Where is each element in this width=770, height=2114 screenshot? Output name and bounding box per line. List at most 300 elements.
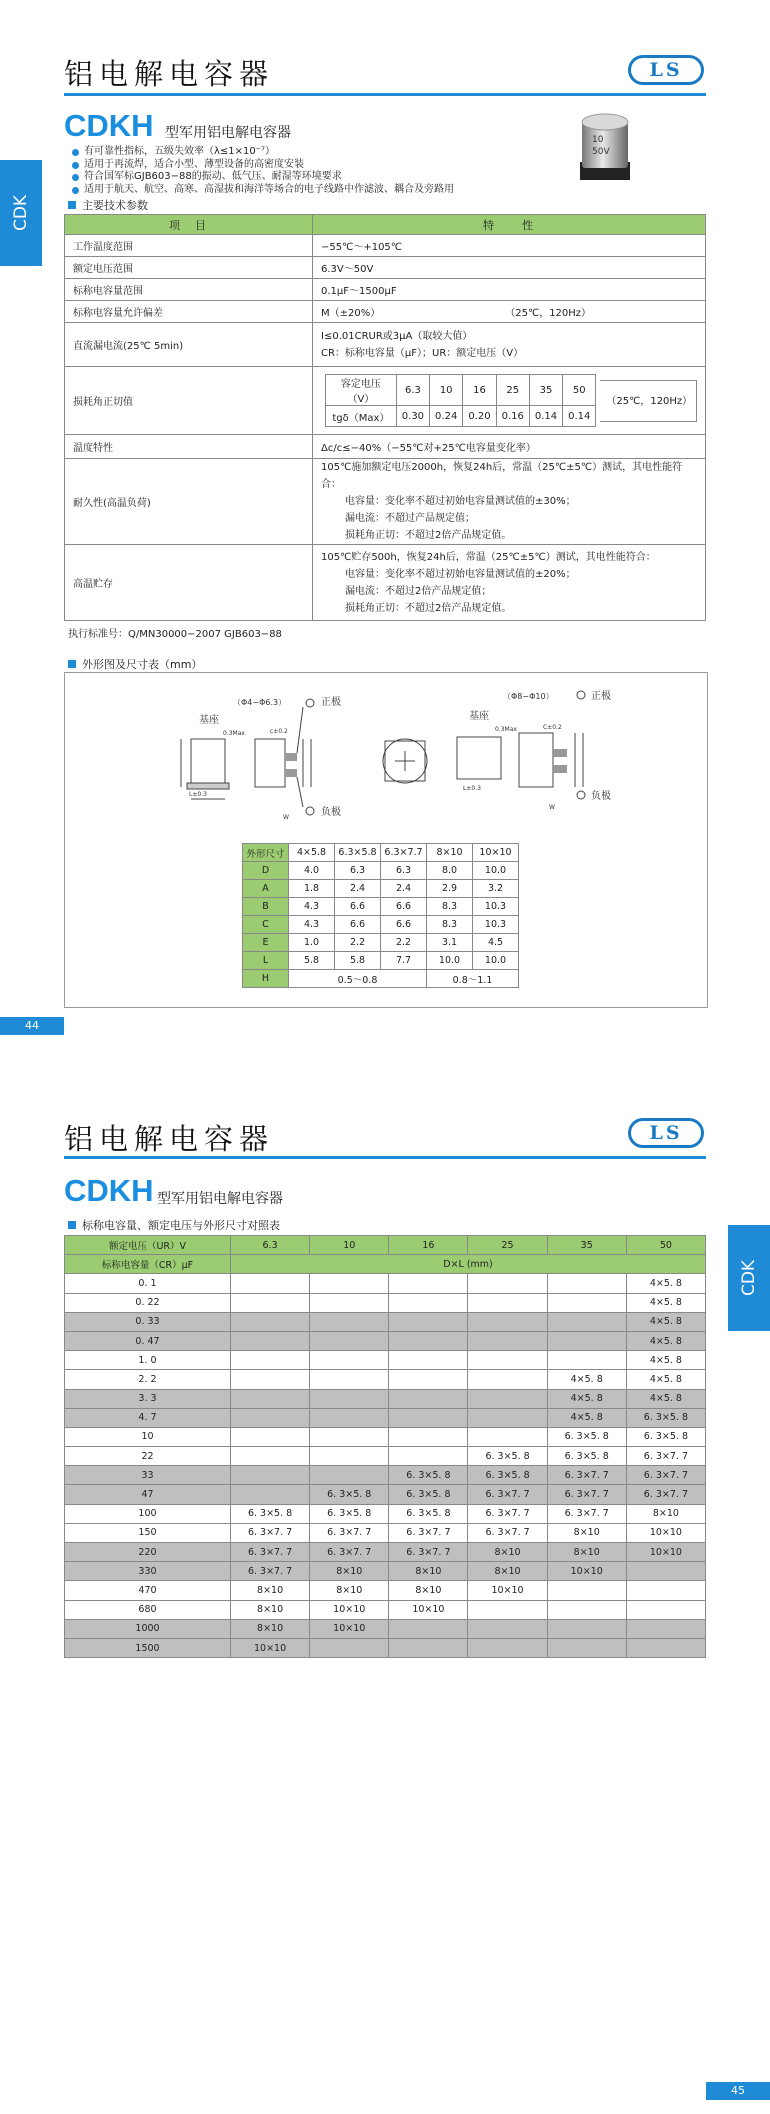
dim-cell: 10.0 <box>473 862 519 880</box>
dim-cell: 4×5.8 <box>289 844 335 862</box>
dim-cell: 6.3 <box>381 862 427 880</box>
drawing2-neg: 负极 <box>591 791 611 802</box>
square-icon <box>68 201 76 209</box>
size-cell <box>310 1331 389 1350</box>
size-cell: 6. 3×5. 8 <box>626 1427 705 1446</box>
size-cell: 8×10 <box>231 1581 310 1600</box>
dim-cell: 6.6 <box>381 916 427 934</box>
square-icon <box>68 1221 76 1229</box>
size-cell <box>310 1293 389 1312</box>
dim-cell: 6.6 <box>335 916 381 934</box>
size-cell <box>389 1331 468 1350</box>
capacitance-cell: 330 <box>65 1562 231 1581</box>
table-row <box>65 1466 706 1485</box>
dim-cell: 6.3×7.7 <box>381 844 427 862</box>
capacitance-cell: 0. 1 <box>65 1274 231 1293</box>
spec-val: −55℃～+105℃ <box>313 235 706 257</box>
leakage-formula: I≤0.01CRUR或3μA（取较大值） <box>321 330 473 342</box>
dim-row-label: B <box>243 898 289 916</box>
feature-item: 符合国军标GJB603−88的振动、低气压、耐湿等环境要求 <box>72 171 454 184</box>
capacitance-cell: 2. 2 <box>65 1370 231 1389</box>
dim-cell: 8.3 <box>427 916 473 934</box>
size-cell: 10×10 <box>310 1600 389 1619</box>
size-cell <box>310 1351 389 1370</box>
size-cell <box>468 1293 547 1312</box>
size-cell: 6. 3×7. 7 <box>626 1485 705 1504</box>
spec-key: 直流漏电流(25℃ 5min) <box>65 323 313 367</box>
dim-row-label: A <box>243 880 289 898</box>
tolerance-value: M（±20%） <box>321 308 381 319</box>
dim-cell: 4.3 <box>289 898 335 916</box>
ls-logo: LS <box>628 1118 704 1148</box>
header-cell: 额定电压（UR）V <box>65 1236 231 1255</box>
spec-head-item: 项 目 <box>65 215 313 235</box>
voltage-cell: 25 <box>496 375 529 406</box>
page-number: 44 <box>0 1017 64 1035</box>
table-row <box>65 1600 706 1619</box>
capacitance-cell: 47 <box>65 1485 231 1504</box>
dim-cell: 2.4 <box>381 880 427 898</box>
size-cell <box>231 1408 310 1427</box>
table-row <box>65 1504 706 1523</box>
size-cell: 6. 3×5. 8 <box>547 1427 626 1446</box>
dim-cell: 6.6 <box>335 898 381 916</box>
side-tab <box>728 1225 770 1331</box>
dim-cell: 4.3 <box>289 916 335 934</box>
side-tab-label: CDK <box>738 1259 759 1297</box>
size-cell: 6. 3×7. 7 <box>310 1523 389 1542</box>
dim-row-label: E <box>243 934 289 952</box>
size-cell: 4×5. 8 <box>547 1370 626 1389</box>
table-row <box>65 1408 706 1427</box>
size-cell <box>468 1638 547 1657</box>
endurance-line: 损耗角正切：不超过2倍产品规定值。 <box>345 530 512 541</box>
table-row <box>65 1351 706 1370</box>
dim-cell: 10.3 <box>473 916 519 934</box>
dim-cell: 6.6 <box>381 898 427 916</box>
size-cell <box>468 1408 547 1427</box>
size-cell <box>389 1619 468 1638</box>
size-cell: 4×5. 8 <box>626 1312 705 1331</box>
size-cell: 8×10 <box>389 1562 468 1581</box>
header-cell: 标称电容量（CR）μF <box>65 1255 231 1274</box>
size-cell <box>468 1351 547 1370</box>
cap-label-2: 50V <box>592 147 610 157</box>
tg-cell: 0.16 <box>496 406 529 427</box>
size-cell: 8×10 <box>547 1543 626 1562</box>
size-cell <box>231 1447 310 1466</box>
ls-logo: LS <box>628 55 704 85</box>
drawing2-c: C±0.2 <box>543 724 562 731</box>
spec-val: 6.3V～50V <box>313 257 706 279</box>
spec-table <box>64 214 706 621</box>
size-cell <box>231 1485 310 1504</box>
size-cell: 4×5. 8 <box>626 1293 705 1312</box>
size-cell <box>468 1274 547 1293</box>
square-icon <box>68 660 76 668</box>
size-cell: 6. 3×7. 7 <box>231 1543 310 1562</box>
size-cell: 6. 3×5. 8 <box>547 1447 626 1466</box>
dim-cell: 10.0 <box>473 952 519 970</box>
size-cell <box>310 1274 389 1293</box>
size-cell <box>547 1638 626 1657</box>
spec-key: 标称电容量允许偏差 <box>65 301 313 323</box>
spec-key: 工作温度范围 <box>65 235 313 257</box>
size-cell: 6. 3×7. 7 <box>389 1523 468 1542</box>
feature-item: 适用于航天、航空、高寒、高湿拔和海洋等场合的电子线路中作滤波、耦合及旁路用 <box>72 184 454 197</box>
size-cell: 4×5. 8 <box>547 1389 626 1408</box>
size-cell <box>547 1331 626 1350</box>
size-cell <box>310 1638 389 1657</box>
standard-note: 执行标准号：Q/MN30000−2007 GJB603−88 <box>68 629 282 640</box>
header-cell: 25 <box>468 1236 547 1255</box>
dim-cell: 7.7 <box>381 952 427 970</box>
spec-val: Δc/c≤−40%（−55℃对+25℃电容量变化率） <box>313 435 706 459</box>
capacitor-photo <box>576 112 634 182</box>
table-row <box>65 1293 706 1312</box>
table-row <box>65 1562 706 1581</box>
size-cell <box>310 1466 389 1485</box>
spec-key: 耐久性(高温负荷) <box>65 459 313 545</box>
size-cell <box>468 1331 547 1350</box>
size-cell <box>547 1600 626 1619</box>
spec-key: 高温贮存 <box>65 545 313 621</box>
size-cell: 6. 3×7. 7 <box>547 1485 626 1504</box>
size-cell: 8×10 <box>231 1600 310 1619</box>
size-cell <box>468 1312 547 1331</box>
size-cell <box>626 1638 705 1657</box>
storage-line: 电容量：变化率不超过初始电容量测试值的±20%； <box>345 568 576 580</box>
capacitance-cell: 22 <box>65 1447 231 1466</box>
size-cell: 8×10 <box>468 1543 547 1562</box>
size-cell <box>626 1581 705 1600</box>
size-cell: 6. 3×5. 8 <box>389 1504 468 1523</box>
dim-row-label: L <box>243 952 289 970</box>
drawing2-pos: 正极 <box>591 691 611 702</box>
size-cell: 10×10 <box>389 1600 468 1619</box>
spec-val <box>313 545 706 621</box>
size-cell: 8×10 <box>231 1619 310 1638</box>
size-cell: 10×10 <box>547 1562 626 1581</box>
section-label: 主要技术参数 <box>82 199 148 212</box>
size-cell <box>468 1427 547 1446</box>
drawing1-max: 0.3Max <box>223 730 245 737</box>
model-subtitle: 型军用铝电解电容器 <box>165 125 291 141</box>
drawing2-range: （Φ8−Φ10） <box>503 692 554 701</box>
tg-cell: 0.14 <box>563 406 596 427</box>
size-cell: 6. 3×7. 7 <box>468 1523 547 1542</box>
dim-cell: 10.3 <box>473 898 519 916</box>
tg-cell: 0.30 <box>396 406 429 427</box>
header-cell: D×L (mm) <box>231 1255 706 1274</box>
endurance-line: 电容量：变化率不超过初始电容量测试值的±30%； <box>345 496 576 507</box>
drawing2-base: 基座 <box>469 711 489 722</box>
tan-delta-table <box>325 374 596 427</box>
size-cell: 4×5. 8 <box>626 1370 705 1389</box>
size-cell <box>389 1351 468 1370</box>
size-cell <box>389 1274 468 1293</box>
size-cell <box>468 1619 547 1638</box>
capacitance-cell: 470 <box>65 1581 231 1600</box>
size-cell: 6. 3×5. 8 <box>468 1466 547 1485</box>
drawing1-c: c±0.2 <box>270 728 288 735</box>
table-row <box>65 1447 706 1466</box>
spec-val: 0.1μF～1500μF <box>313 279 706 301</box>
feature-item: 适用于再流焊，适合小型、薄型设备的高密度安装 <box>72 159 454 172</box>
table-row <box>65 1485 706 1504</box>
size-cell <box>389 1447 468 1466</box>
size-cell <box>310 1389 389 1408</box>
size-cell: 10×10 <box>310 1619 389 1638</box>
size-cell <box>231 1331 310 1350</box>
size-cell: 8×10 <box>547 1523 626 1542</box>
dim-cell: 10×10 <box>473 844 519 862</box>
dim-cell: 8×10 <box>427 844 473 862</box>
size-cell <box>231 1312 310 1331</box>
leakage-note: CR：标称电容量（μF）；UR：额定电压（V） <box>321 347 524 359</box>
dim-cell: 2.4 <box>335 880 381 898</box>
dim-cell: 3.1 <box>427 934 473 952</box>
size-cell <box>389 1408 468 1427</box>
dim-cell: 1.8 <box>289 880 335 898</box>
dim-cell: 2.2 <box>335 934 381 952</box>
size-cell <box>468 1370 547 1389</box>
size-cell: 4×5. 8 <box>626 1389 705 1408</box>
capacitance-cell: 150 <box>65 1523 231 1542</box>
size-cell: 6. 3×5. 8 <box>389 1466 468 1485</box>
drawing2-l: L±0.3 <box>463 785 481 792</box>
capacitance-cell: 220 <box>65 1543 231 1562</box>
size-cell <box>389 1293 468 1312</box>
tg-cell: 0.20 <box>463 406 496 427</box>
capacitance-cell: 4. 7 <box>65 1408 231 1427</box>
size-cell: 6. 3×5. 8 <box>626 1408 705 1427</box>
size-cell <box>468 1389 547 1408</box>
table-row <box>65 1331 706 1350</box>
voltage-cell: 35 <box>529 375 562 406</box>
dim-cell: 8.3 <box>427 898 473 916</box>
size-cell: 10×10 <box>626 1543 705 1562</box>
dim-cell: 6.3 <box>335 862 381 880</box>
table-row <box>65 1389 706 1408</box>
size-cell: 6. 3×7. 7 <box>389 1543 468 1562</box>
size-cell: 8×10 <box>310 1581 389 1600</box>
endurance-line: 105℃施加额定电压2000h，恢复24h后，常温（25℃±5℃）测试，其电性能符合： <box>321 462 683 490</box>
page-title: 铝电解电容器 <box>64 57 275 91</box>
size-cell <box>389 1370 468 1389</box>
header-rule <box>64 1156 706 1159</box>
size-cell <box>547 1581 626 1600</box>
size-cell <box>231 1427 310 1446</box>
size-cell: 6. 3×7. 7 <box>547 1466 626 1485</box>
drawing1-range: （Φ4−Φ6.3） <box>233 698 287 707</box>
dim-row-label: C <box>243 916 289 934</box>
size-cell: 6. 3×5. 8 <box>310 1504 389 1523</box>
header-cell: 10 <box>310 1236 389 1255</box>
size-cell: 8×10 <box>468 1562 547 1581</box>
capacitance-cell: 1500 <box>65 1638 231 1657</box>
size-cell <box>389 1312 468 1331</box>
size-cell <box>389 1638 468 1657</box>
table-row <box>65 1523 706 1542</box>
voltage-cell: 10 <box>430 375 463 406</box>
size-cell: 6. 3×7. 7 <box>626 1466 705 1485</box>
voltage-cell: 6.3 <box>396 375 429 406</box>
drawing2-max: 0.3Max <box>495 726 517 733</box>
capacitance-cell: 1. 0 <box>65 1351 231 1370</box>
size-cell: 6. 3×7. 7 <box>231 1523 310 1542</box>
size-cell <box>547 1351 626 1370</box>
size-cell: 6. 3×5. 8 <box>389 1485 468 1504</box>
page-title: 铝电解电容器 <box>64 1122 275 1156</box>
tg-cell: 0.24 <box>430 406 463 427</box>
spec-key: 损耗角正切值 <box>65 367 313 435</box>
spec-head-char: 特 性 <box>313 215 706 235</box>
dim-cell: 0.5～0.8 <box>289 970 427 988</box>
spec-key: 标称电容量范围 <box>65 279 313 301</box>
size-cell: 6. 3×7. 7 <box>468 1504 547 1523</box>
size-cell <box>310 1312 389 1331</box>
dim-cell: 10.0 <box>427 952 473 970</box>
dim-cell: 4.0 <box>289 862 335 880</box>
size-cell: 4×5. 8 <box>547 1408 626 1427</box>
capacitance-cell: 100 <box>65 1504 231 1523</box>
dim-cell: 5.8 <box>289 952 335 970</box>
feature-item: 有可靠性指标，五级失效率（λ≤1×10⁻⁷） <box>72 146 454 159</box>
feature-list <box>72 146 454 196</box>
size-cell <box>468 1600 547 1619</box>
size-cell <box>310 1370 389 1389</box>
side-tab-label: CDK <box>10 194 31 232</box>
size-cell: 6. 3×7. 7 <box>310 1543 389 1562</box>
table-row <box>65 1274 706 1293</box>
size-cell: 4×5. 8 <box>626 1351 705 1370</box>
size-cell <box>231 1370 310 1389</box>
size-cell: 6. 3×7. 7 <box>547 1504 626 1523</box>
size-cell <box>626 1619 705 1638</box>
dimension-table <box>242 843 519 988</box>
tolerance-cond: （25℃，120Hz） <box>510 308 592 319</box>
size-cell: 10×10 <box>231 1638 310 1657</box>
capacitance-cell: 1000 <box>65 1619 231 1638</box>
size-cell: 10×10 <box>468 1581 547 1600</box>
size-cell <box>310 1408 389 1427</box>
size-cell <box>547 1312 626 1331</box>
spec-key: 额定电压范围 <box>65 257 313 279</box>
size-cell: 8×10 <box>310 1562 389 1581</box>
header-cell: 6.3 <box>231 1236 310 1255</box>
header-rule <box>64 93 706 96</box>
size-cell <box>231 1293 310 1312</box>
size-cell: 8×10 <box>389 1581 468 1600</box>
size-cell: 8×10 <box>626 1504 705 1523</box>
size-cell <box>547 1619 626 1638</box>
size-cell: 6. 3×5. 8 <box>231 1504 310 1523</box>
size-cell <box>231 1351 310 1370</box>
capacitance-table <box>64 1235 706 1658</box>
capacitance-cell: 33 <box>65 1466 231 1485</box>
table-row <box>65 1543 706 1562</box>
size-cell <box>626 1562 705 1581</box>
section-label: 外形图及尺寸表（mm） <box>82 658 203 671</box>
dim-cell: 3.2 <box>473 880 519 898</box>
capacitance-cell: 10 <box>65 1427 231 1446</box>
rated-voltage-label: 容定电压（V） <box>326 375 397 406</box>
dim-cell: 2.2 <box>381 934 427 952</box>
spec-val <box>313 301 706 323</box>
size-cell <box>310 1447 389 1466</box>
dim-row-label: D <box>243 862 289 880</box>
table-row <box>65 1370 706 1389</box>
size-cell <box>547 1293 626 1312</box>
drawing1-w: W <box>283 814 289 821</box>
section-dimensions <box>68 656 202 672</box>
dim-cell: 6.3×5.8 <box>335 844 381 862</box>
spec-val <box>313 323 706 367</box>
header-cell: 35 <box>547 1236 626 1255</box>
tan-delta-cond: （25℃，120Hz） <box>600 380 697 422</box>
drawing1-l: L±0.3 <box>189 791 207 798</box>
size-cell: 6. 3×5. 8 <box>468 1447 547 1466</box>
table-row <box>65 1638 706 1657</box>
size-cell <box>231 1466 310 1485</box>
page-45 <box>0 1057 770 2114</box>
cap-label-1: 10 <box>592 135 604 145</box>
size-cell: 4×5. 8 <box>626 1331 705 1350</box>
dim-cell: 2.9 <box>427 880 473 898</box>
size-cell: 6. 3×7. 7 <box>626 1447 705 1466</box>
size-cell: 4×5. 8 <box>626 1274 705 1293</box>
side-tab <box>0 160 42 266</box>
size-cell: 10×10 <box>626 1523 705 1542</box>
dim-row-label: H <box>243 970 289 988</box>
dim-cell: 8.0 <box>427 862 473 880</box>
dim-cell: 5.8 <box>335 952 381 970</box>
size-cell: 6. 3×7. 7 <box>231 1562 310 1581</box>
storage-line: 漏电流：不超过2倍产品规定值； <box>345 585 492 597</box>
size-cell <box>231 1389 310 1408</box>
dim-row-label: 外形尺寸 <box>243 844 289 862</box>
endurance-line: 漏电流：不超过产品规定值； <box>345 513 475 524</box>
header-cell: 16 <box>389 1236 468 1255</box>
table-row <box>65 1619 706 1638</box>
capacitance-cell: 0. 47 <box>65 1331 231 1350</box>
header-cell: 50 <box>626 1236 705 1255</box>
dim-cell: 0.8～1.1 <box>427 970 519 988</box>
outline-drawings <box>65 673 709 843</box>
dim-cell: 4.5 <box>473 934 519 952</box>
size-cell <box>626 1600 705 1619</box>
model-name: CDKH <box>64 108 154 143</box>
size-cell <box>231 1274 310 1293</box>
drawing2-w: W <box>549 804 555 811</box>
size-cell <box>389 1389 468 1408</box>
table-row <box>65 1312 706 1331</box>
model-name: CDKH <box>64 1173 154 1208</box>
dim-cell: 1.0 <box>289 934 335 952</box>
page-number: 45 <box>706 2082 770 2100</box>
storage-line: 105℃贮存500h，恢复24h后，常温（25℃±5℃）测试，其电性能符合： <box>321 551 656 563</box>
table-row <box>65 1427 706 1446</box>
drawing1-neg: 负极 <box>321 807 341 818</box>
table-row <box>65 1581 706 1600</box>
tg-cell: 0.14 <box>529 406 562 427</box>
capacitance-cell: 0. 22 <box>65 1293 231 1312</box>
capacitance-cell: 3. 3 <box>65 1389 231 1408</box>
spec-val <box>313 459 706 545</box>
spec-key: 温度特性 <box>65 435 313 459</box>
spec-val <box>313 367 706 435</box>
